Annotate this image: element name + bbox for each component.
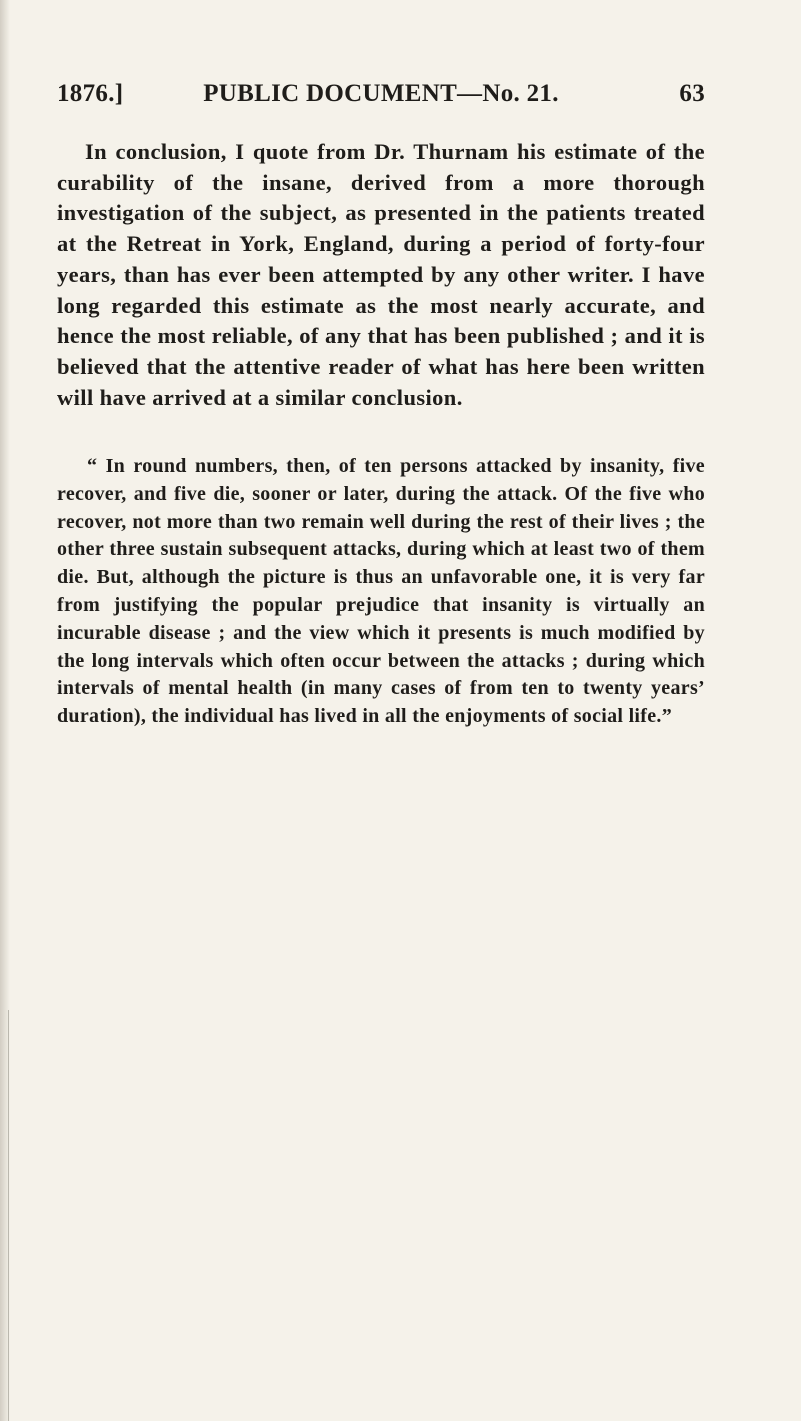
page-number: 63 — [679, 80, 705, 107]
page-edge-line — [8, 1010, 9, 1421]
header-title: PUBLIC DOCUMENT—No. 21. — [203, 80, 559, 107]
header-year: 1876.] — [57, 80, 124, 107]
body-paragraph-conclusion — [57, 137, 705, 413]
quotation-text: “ In round numbers, then, of ten persons attacked by insanity, five recover, and five die, sooner or later, during the attack. Of the five who recover, not more than two remain well during the rest of their lives ; the other three sustain subsequent attacks, during which at least two of them die. But, although the picture is thus an unfavorable one, it is very far from justifying the popular prejudice that insanity is virtually an incurable disease ; and the view which it presents is much modified by the long intervals which often occur between the attacks ; during which intervals of mental health (in many cases of from ten to twenty years’ duration), the individual has lived in all the enjoyments of social life.” — [57, 455, 705, 728]
body-paragraph-quotation — [57, 453, 705, 731]
running-header — [57, 80, 705, 114]
paragraph-text: In conclusion, I quote from Dr. Thurnam his estimate of the curability of the insane, derived from a more thorough investigation of the subject, as presented in the patients treated at the Retreat in York, England, during a period of forty-four years, than has ever been attempted by any other writer. I have long regarded this estimate as the most nearly accurate, and hence the most reliable, of any that has been published ; and it is believed that the attentive reader of what has here been written will have arrived at a similar conclusion. — [57, 139, 705, 410]
